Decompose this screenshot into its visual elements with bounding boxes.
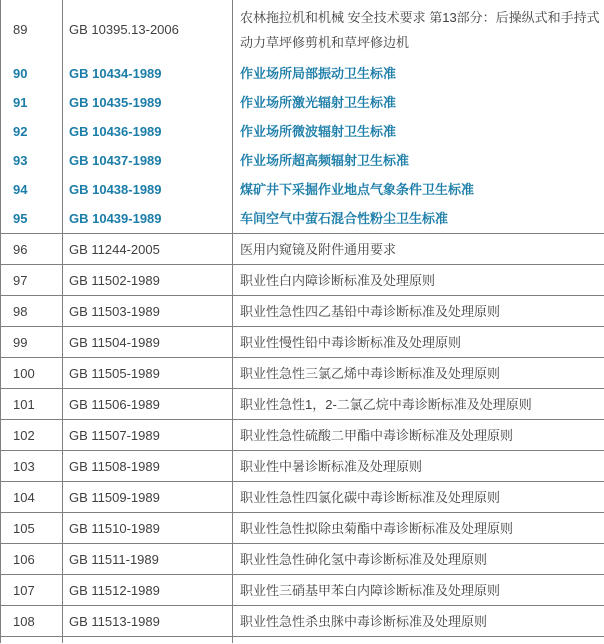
table-row bbox=[1, 451, 604, 482]
row-number: 108 bbox=[13, 613, 35, 629]
row-number-cell bbox=[1, 117, 63, 146]
row-number: 98 bbox=[13, 303, 28, 319]
standard-title: 职业性急性1，2-二氯乙烷中毒诊断标准及处理原则 bbox=[240, 396, 532, 412]
standard-title: 职业性三硝基甲苯白内障诊断标准及处理原则 bbox=[240, 582, 501, 598]
standard-code: GB 11510-1989 bbox=[69, 520, 160, 536]
standard-code-cell bbox=[63, 117, 233, 146]
standard-code-cell bbox=[63, 296, 233, 327]
row-number-cell bbox=[1, 204, 63, 234]
row-number-cell bbox=[1, 606, 63, 637]
standard-title-cell bbox=[233, 606, 604, 637]
row-number: 94 bbox=[13, 182, 28, 197]
standard-title-cell bbox=[233, 234, 604, 265]
standard-title-cell bbox=[233, 146, 604, 175]
standard-title: 农林拖拉机和机械 安全技术要求 第13部分：后操纵式和手持式动力草坪修剪机和草坪修边机 bbox=[240, 9, 600, 50]
standard-code-cell bbox=[63, 88, 233, 117]
standard-title: 职业性急性拟除虫菊酯中毒诊断标准及处理原则 bbox=[240, 520, 514, 536]
row-number-cell bbox=[1, 296, 63, 327]
table-row bbox=[1, 513, 604, 544]
row-number: 93 bbox=[13, 153, 28, 168]
standard-link-row[interactable] bbox=[1, 175, 604, 204]
standard-title-cell bbox=[233, 513, 604, 544]
table-row bbox=[1, 482, 604, 513]
row-number-cell bbox=[1, 146, 63, 175]
row-number-cell bbox=[1, 544, 63, 575]
standard-title: 作业场所局部振动卫生标准 bbox=[240, 66, 397, 81]
standard-code-cell bbox=[63, 575, 233, 606]
table-row bbox=[1, 389, 604, 420]
standard-title: 作业场所超高频辐射卫生标准 bbox=[240, 153, 410, 168]
row-number: 106 bbox=[13, 551, 35, 567]
row-number-cell bbox=[1, 482, 63, 513]
row-number-cell bbox=[1, 389, 63, 420]
table-row bbox=[1, 265, 604, 296]
row-number: 96 bbox=[13, 241, 28, 257]
standard-title-cell bbox=[233, 175, 604, 204]
row-number: 102 bbox=[13, 427, 35, 443]
standard-title-cell bbox=[233, 296, 604, 327]
standard-title-cell bbox=[233, 204, 604, 234]
standard-title: 职业性急性砷化氢中毒诊断标准及处理原则 bbox=[240, 551, 488, 567]
standard-code-cell bbox=[63, 175, 233, 204]
table-row bbox=[1, 544, 604, 575]
table-row bbox=[1, 606, 604, 637]
table-row bbox=[1, 327, 604, 358]
standard-title-cell bbox=[233, 265, 604, 296]
row-number: 104 bbox=[13, 489, 35, 505]
standard-code: GB 11503-1989 bbox=[69, 303, 160, 319]
standard-code: GB 10395.13-2006 bbox=[69, 22, 179, 37]
row-number-cell bbox=[1, 575, 63, 606]
standard-link-row[interactable] bbox=[1, 204, 604, 234]
table-row bbox=[1, 234, 604, 265]
row-number-cell bbox=[1, 513, 63, 544]
standard-code: GB 11508-1989 bbox=[69, 458, 160, 474]
standard-link-row[interactable] bbox=[1, 117, 604, 146]
standard-title-cell bbox=[233, 0, 604, 59]
standard-code: GB 10438-1989 bbox=[69, 182, 162, 197]
row-number: 105 bbox=[13, 520, 35, 536]
row-number: 107 bbox=[13, 582, 35, 598]
row-number: 97 bbox=[13, 272, 28, 288]
standard-code: GB 10439-1989 bbox=[69, 211, 162, 226]
standard-code: GB 11513-1989 bbox=[69, 613, 160, 629]
standard-title: 职业性急性硫酸二甲酯中毒诊断标准及处理原则 bbox=[240, 427, 514, 443]
standard-code-cell bbox=[63, 606, 233, 637]
standard-code-cell bbox=[63, 482, 233, 513]
row-number: 92 bbox=[13, 124, 28, 139]
row-number: 103 bbox=[13, 458, 35, 474]
standard-code-cell bbox=[63, 637, 233, 644]
table-row bbox=[1, 296, 604, 327]
row-number-cell bbox=[1, 59, 63, 88]
standard-title: 煤矿井下采掘作业地点气象条件卫生标准 bbox=[240, 182, 475, 197]
standard-code-cell bbox=[63, 234, 233, 265]
standard-code-cell bbox=[63, 327, 233, 358]
standard-code: GB 11505-1989 bbox=[69, 365, 160, 381]
standards-table-footer bbox=[1, 637, 604, 644]
row-number: 95 bbox=[13, 211, 28, 226]
standard-title: 医用内窥镜及附件通用要求 bbox=[240, 241, 397, 257]
table-row bbox=[1, 358, 604, 389]
standard-title: 作业场所微波辐射卫生标准 bbox=[240, 124, 397, 139]
standard-title: 职业性急性三氯乙烯中毒诊断标准及处理原则 bbox=[240, 365, 501, 381]
standard-code-cell bbox=[63, 358, 233, 389]
standard-title: 职业性急性四氯化碳中毒诊断标准及处理原则 bbox=[240, 489, 501, 505]
standard-title-cell bbox=[233, 327, 604, 358]
table-row bbox=[1, 0, 604, 59]
standard-code: GB 10437-1989 bbox=[69, 153, 162, 168]
standard-code: GB 11509-1989 bbox=[69, 489, 160, 505]
row-number-cell bbox=[1, 175, 63, 204]
standard-title-cell bbox=[233, 482, 604, 513]
row-number-cell bbox=[1, 420, 63, 451]
standard-code: GB 11511-1989 bbox=[69, 551, 159, 567]
standard-title-cell bbox=[233, 420, 604, 451]
standard-link-row[interactable] bbox=[1, 146, 604, 175]
standard-title: 职业性急性四乙基铅中毒诊断标准及处理原则 bbox=[240, 303, 501, 319]
standard-link-row[interactable] bbox=[1, 59, 604, 88]
standard-code-cell bbox=[63, 389, 233, 420]
row-number-cell bbox=[1, 0, 63, 59]
row-number-cell bbox=[1, 265, 63, 296]
standard-title: 职业性白内障诊断标准及处理原则 bbox=[240, 272, 436, 288]
standard-title-cell bbox=[233, 358, 604, 389]
row-number-cell bbox=[1, 637, 63, 644]
row-number-cell bbox=[1, 234, 63, 265]
standard-title: 职业性慢性铅中毒诊断标准及处理原则 bbox=[240, 334, 462, 350]
row-number-cell bbox=[1, 451, 63, 482]
standard-code: GB 10436-1989 bbox=[69, 124, 162, 139]
standard-title-cell bbox=[233, 88, 604, 117]
standard-code-cell bbox=[63, 146, 233, 175]
standard-title-cell bbox=[233, 59, 604, 88]
standard-code-cell bbox=[63, 59, 233, 88]
row-number-cell bbox=[1, 88, 63, 117]
standard-title-cell bbox=[233, 637, 604, 644]
standards-table-body bbox=[1, 0, 604, 637]
standard-code: GB 10435-1989 bbox=[69, 95, 162, 110]
standard-code-cell bbox=[63, 0, 233, 59]
standard-title-cell bbox=[233, 389, 604, 420]
standard-title: 车间空气中萤石混合性粉尘卫生标准 bbox=[240, 211, 449, 226]
row-number: 91 bbox=[13, 95, 28, 110]
standard-title: 职业性中暑诊断标准及处理原则 bbox=[240, 458, 423, 474]
standard-code-cell bbox=[63, 204, 233, 234]
table-row bbox=[1, 575, 604, 606]
standard-title-cell bbox=[233, 575, 604, 606]
table-row bbox=[1, 420, 604, 451]
row-number-cell bbox=[1, 327, 63, 358]
standard-code: GB 11507-1989 bbox=[69, 427, 160, 443]
standard-code-cell bbox=[63, 420, 233, 451]
standard-code: GB 11244-2005 bbox=[69, 241, 160, 257]
standard-title: 作业场所激光辐射卫生标准 bbox=[240, 95, 397, 110]
row-number: 90 bbox=[13, 66, 28, 81]
standard-code: GB 11512-1989 bbox=[69, 582, 160, 598]
standard-title: 职业性急性杀虫脒中毒诊断标准及处理原则 bbox=[240, 613, 488, 629]
row-number: 100 bbox=[13, 365, 35, 381]
standard-title-cell bbox=[233, 117, 604, 146]
standard-code-cell bbox=[63, 544, 233, 575]
standard-code-cell bbox=[63, 451, 233, 482]
standard-code: GB 11506-1989 bbox=[69, 396, 160, 412]
row-number-cell bbox=[1, 358, 63, 389]
standard-code-cell bbox=[63, 265, 233, 296]
standard-link-row[interactable] bbox=[1, 88, 604, 117]
row-number: 99 bbox=[13, 334, 28, 350]
row-number: 89 bbox=[13, 22, 28, 37]
standard-code: GB 11504-1989 bbox=[69, 334, 160, 350]
row-number: 101 bbox=[13, 396, 35, 412]
standard-code-cell bbox=[63, 513, 233, 544]
standard-title-cell bbox=[233, 451, 604, 482]
partial-row bbox=[1, 637, 604, 644]
standard-code: GB 10434-1989 bbox=[69, 66, 162, 81]
standard-title-cell bbox=[233, 544, 604, 575]
standard-code: GB 11502-1989 bbox=[69, 272, 160, 288]
